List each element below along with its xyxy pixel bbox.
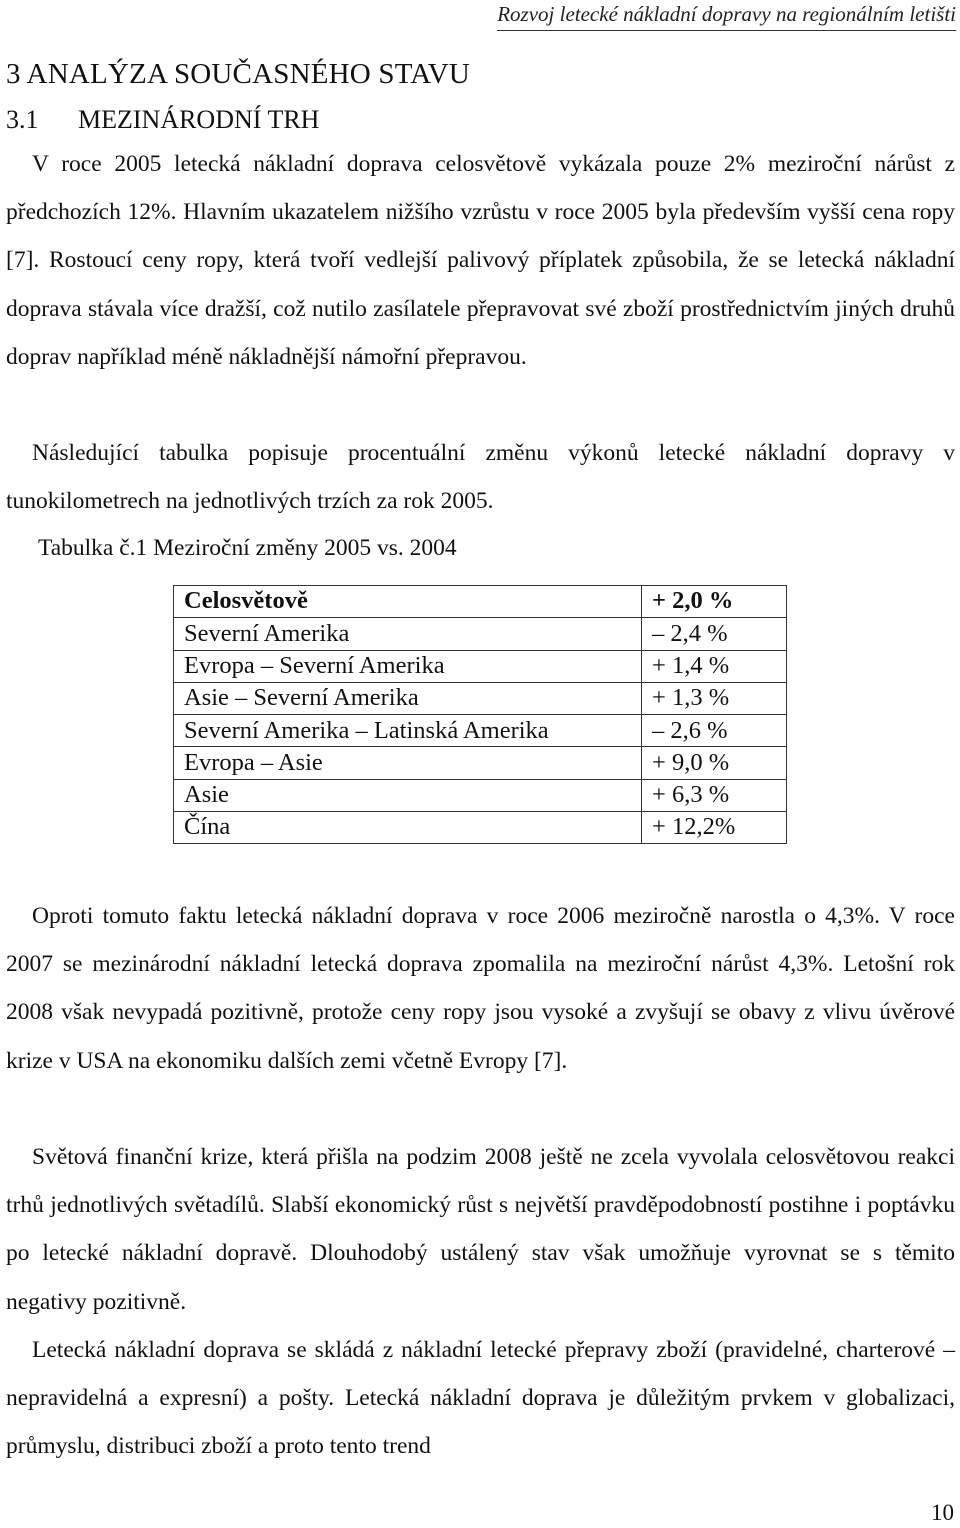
paragraph-text: Oproti tomuto faktu letecká nákladní doprava v roce 2006 meziročně narostla o 4,3%. V roce 2007 se mezinárodní nákladní letecká doprava zpomalila na meziroční nárůst 4,3%. Letošní rok 2008 však nevypadá pozitivně, protože ceny ropy jsou vysoké a zvyšují se obavy z vlivu úvěrové krize v USA na ekonomiku dalších zemi včetně Evropy [7].	[6, 903, 955, 1074]
region-cell: Čína	[174, 812, 642, 844]
table-row	[174, 812, 787, 844]
chapter-heading: 3 ANALÝZA SOUČASNÉHO STAVU	[6, 58, 470, 90]
change-cell: + 6,3 %	[642, 779, 787, 811]
region-cell: Severní Amerika – Latinská Amerika	[174, 715, 642, 747]
change-cell: + 12,2%	[642, 812, 787, 844]
paragraph-text: V roce 2005 letecká nákladní doprava celosvětově vykázala pouze 2% meziroční nárůst z předchozích 12%. Hlavním ukazatelem nižšího vzrůstu v roce 2005 byla především vyšší cena ropy [7]. Rostoucí ceny ropy, která tvoří vedlejší palivový příplatek způsobila, že se letecká nákladní doprava stávala více dražší, což nutilo zasílatele přepravovat své zboží prostřednictvím jiných druhů doprav například méně nákladnější námořní přepravou.	[6, 151, 955, 370]
section-heading	[6, 105, 319, 135]
paragraph-text: Následující tabulka popisuje procentuální změnu výkonů letecké nákladní dopravy v tunokilometrech na jednotlivých trzích za rok 2005.	[6, 440, 955, 515]
table-row	[174, 779, 787, 811]
table-row	[174, 650, 787, 682]
table-row	[174, 682, 787, 714]
table-row	[174, 715, 787, 747]
table-row	[174, 747, 787, 779]
page-number: 10	[931, 1500, 954, 1525]
running-header: Rozvoj letecké nákladní dopravy na regionálním letišti	[497, 2, 956, 31]
table-row	[174, 618, 787, 650]
table-caption: Tabulka č.1 Meziroční změny 2005 vs. 2004	[38, 535, 457, 561]
region-cell: Evropa – Asie	[174, 747, 642, 779]
region-cell: Severní Amerika	[174, 618, 642, 650]
paragraph-2006-2008	[6, 892, 955, 1085]
yoy-change-table	[173, 585, 787, 844]
change-cell: + 9,0 %	[642, 747, 787, 779]
paragraph-air-cargo-composition	[6, 1326, 955, 1471]
paragraph-intro	[6, 140, 955, 381]
region-cell: Evropa – Severní Amerika	[174, 650, 642, 682]
paragraph-financial-crisis	[6, 1133, 955, 1326]
paragraph-text: Letecká nákladní doprava se skládá z nákladní letecké přepravy zboží (pravidelné, charterové – nepravidelná a expresní) a pošty. Letecká nákladní doprava je důležitým prvkem v globalizaci, průmyslu, distribuci zboží a proto tento trend	[6, 1337, 955, 1460]
region-cell: Asie	[174, 779, 642, 811]
table-row	[174, 586, 787, 618]
paragraph-text: Světová finanční krize, která přišla na podzim 2008 ještě ne zcela vyvolala celosvětovou reakci trhů jednotlivých světadílů. Slabší ekonomický růst s největší pravděpodobností postihne i poptávku po letecké nákladní dopravě. Dlouhodobý ustálený stav však umožňuje vyrovnat se s těmito negativy pozitivně.	[6, 1144, 955, 1315]
paragraph-table-lead	[6, 429, 955, 525]
change-cell: – 2,4 %	[642, 618, 787, 650]
section-title: MEZINÁRODNÍ TRH	[78, 105, 320, 134]
change-cell: + 1,4 %	[642, 650, 787, 682]
section-number: 3.1	[6, 105, 39, 134]
change-cell: + 1,3 %	[642, 682, 787, 714]
change-cell: – 2,6 %	[642, 715, 787, 747]
region-cell: Celosvětově	[174, 586, 642, 618]
change-cell: + 2,0 %	[642, 586, 787, 618]
region-cell: Asie – Severní Amerika	[174, 682, 642, 714]
